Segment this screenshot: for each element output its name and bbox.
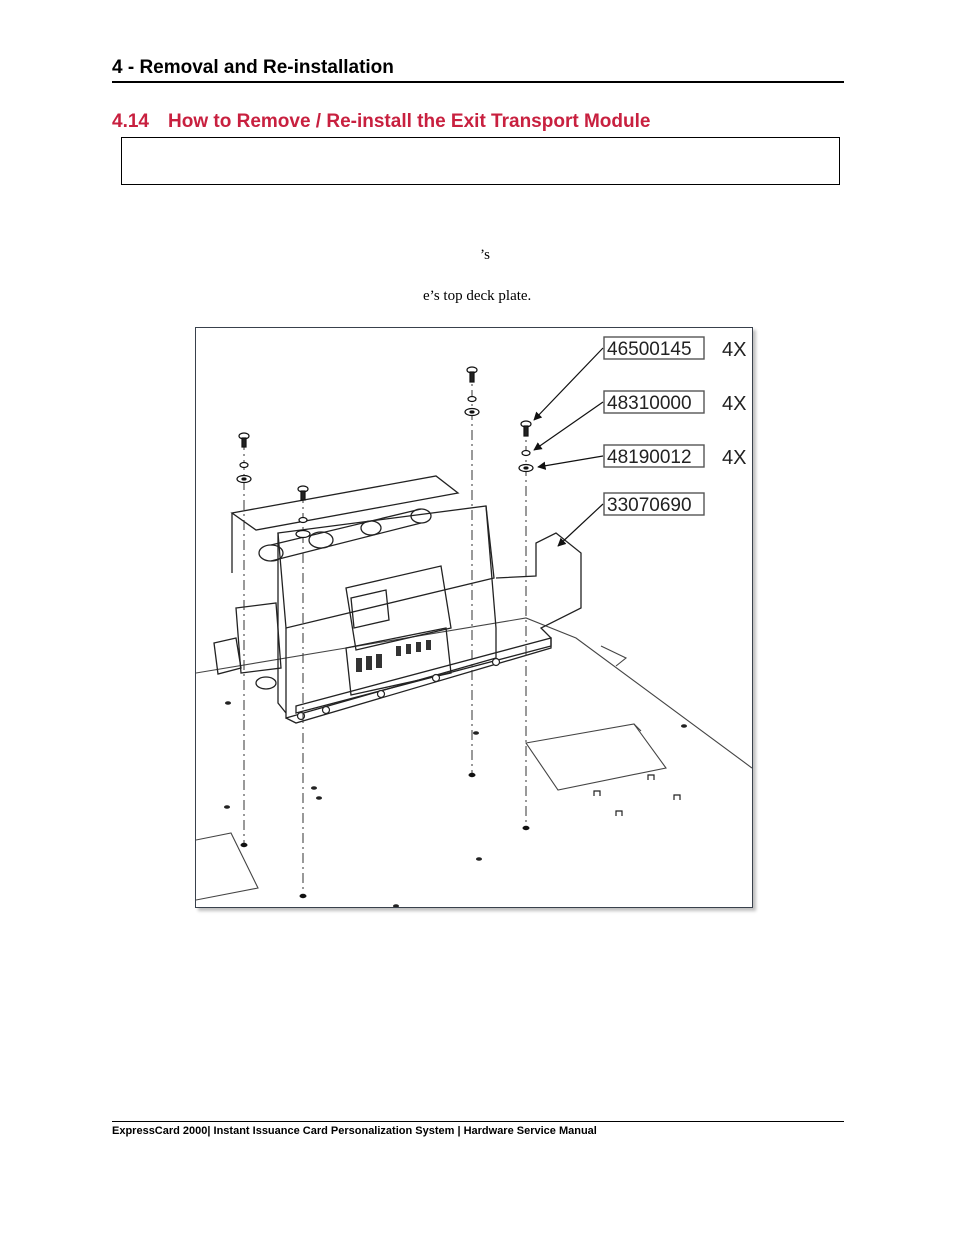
page-footer: ExpressCard 2000| Instant Issuance Card Personalization System | Hardware Service Manual <box>112 1125 597 1137</box>
callout-part-33070690: 33070690 <box>607 495 692 516</box>
header-rule <box>112 81 844 83</box>
callout-part-46500145: 46500145 <box>607 339 692 360</box>
callout-qty-48310000: 4X <box>722 393 747 415</box>
callout-qty-48190012: 4X <box>722 447 747 469</box>
axis-end-caps <box>241 773 530 898</box>
note-box <box>121 137 840 185</box>
section-title <box>112 110 844 134</box>
footer-rule <box>112 1121 844 1122</box>
callout-46500145 <box>604 337 746 361</box>
callout-part-48310000: 48310000 <box>607 393 692 414</box>
exploded-view-drawing <box>196 328 752 907</box>
callout-part-48190012: 48190012 <box>607 447 692 468</box>
callout-qty-46500145: 4X <box>722 339 747 361</box>
section-number: 4.14 <box>112 111 149 132</box>
exploded-view-figure <box>195 327 753 908</box>
chapter-header: 4 - Removal and Re-installation <box>112 57 394 78</box>
deck-plate <box>196 618 752 900</box>
screw-stacks <box>237 367 533 538</box>
body-text-fragment-1: ’s <box>480 247 491 263</box>
section-title-text: How to Remove / Re-install the Exit Transport Module <box>168 111 651 132</box>
body-text-fragment-2: e’s top deck plate. <box>423 288 532 304</box>
callout-leaders <box>534 348 603 546</box>
callout-48310000 <box>604 391 746 415</box>
deck-holes <box>224 701 687 907</box>
callout-33070690 <box>604 493 704 516</box>
deck-pins <box>594 775 680 816</box>
callout-48190012 <box>604 445 746 469</box>
screw-stack-1 <box>237 433 251 483</box>
